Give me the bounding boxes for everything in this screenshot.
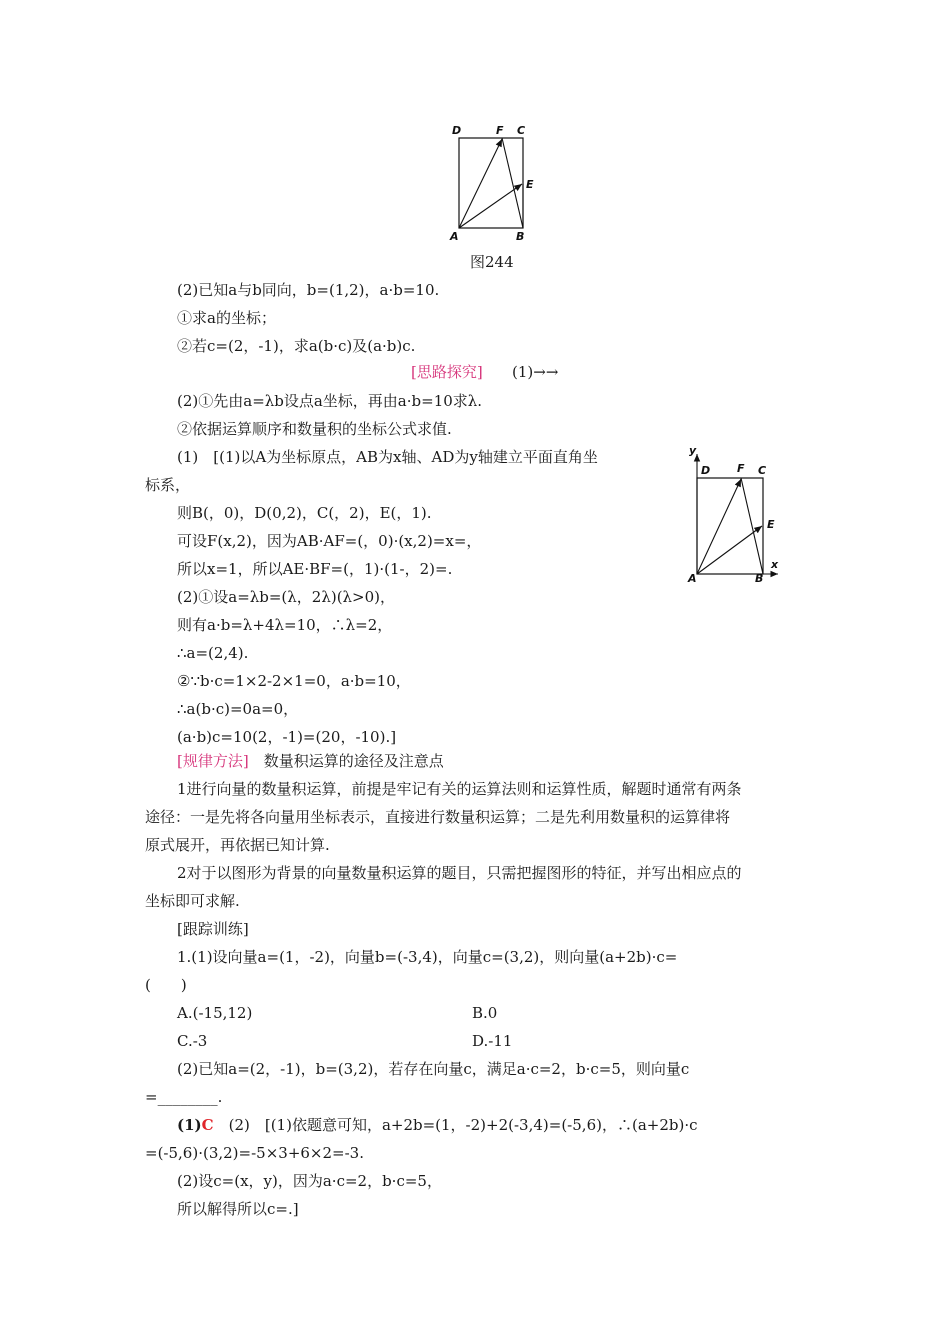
method-p1-line-2: 途径：一是先将各向量用坐标表示，直接进行数量积运算；二是先利用数量积的运算律将 <box>145 808 731 826</box>
analysis-line2: (2)①先由a=λb设点a坐标，再由a·b=10求λ. <box>177 392 483 410</box>
option-a: A.(-15,12) <box>177 1004 253 1022</box>
fig1-label-a: A <box>450 230 459 243</box>
fig1-label-c: C <box>517 124 526 137</box>
method-p1-line-1: 1进行向量的数量积运算，前提是牢记有关的运算法则和运算性质，解题时通常有两条 <box>177 780 742 798</box>
practice-q1-line-2: ( ) <box>145 976 187 994</box>
analysis-tag: [思路探究] <box>411 363 483 381</box>
option-c: C.-3 <box>177 1032 208 1050</box>
fig2-label-e: E <box>767 518 775 531</box>
fig2-label-y: y <box>689 444 697 457</box>
method-tag: [规律方法] <box>177 752 249 770</box>
fig2-label-a: A <box>688 572 697 585</box>
practice-q2-line-2: =________. <box>145 1088 223 1106</box>
analysis-part1: (1)→→ <box>512 363 559 381</box>
fig2-label-d: D <box>701 464 711 477</box>
fig2-label-f: F <box>737 462 745 475</box>
solution-line-8: ∴a=(2,4). <box>177 644 249 662</box>
method-p2-line-2: 坐标即可求解. <box>145 892 240 910</box>
fig1-label-d: D <box>452 124 462 137</box>
answer-choice: C <box>201 1116 214 1134</box>
solution-line-7: 则有a·b=λ+4λ=10，∴λ=2， <box>177 616 393 634</box>
fig2-label-c: C <box>758 464 767 477</box>
problem2-q1: ①求a的坐标； <box>177 309 276 327</box>
practice-tag: [跟踪训练] <box>177 920 249 938</box>
method-heading <box>177 751 444 771</box>
method-p1-line-3: 原式展开，再依据已知计算. <box>145 836 330 854</box>
practice-q2-line-1: (2)已知a=(2，-1)，b=(3,2)，若存在向量c，满足a·c=2，b·c=5，则向量c <box>177 1060 690 1078</box>
solution-line-3: 则B(，0)，D(0,2)，C(，2)，E(，1). <box>177 504 432 522</box>
fig2-label-b: B <box>755 572 764 585</box>
answer-prefix: (1) <box>177 1116 202 1134</box>
solution-line-9: ②∵b·c=1×2-2×1=0，a·b=10， <box>177 672 411 690</box>
solution-line-11: (a·b)c=10(2，-1)=(20，-10).] <box>177 728 397 746</box>
analysis-line3: ②依据运算顺序和数量积的坐标公式求值. <box>177 420 452 438</box>
answer-line-2: =(-5,6)·(3,2)=-5×3+6×2=-3. <box>145 1144 364 1162</box>
answer-rest: (2) [(1)依题意可知，a+2b=(1，-2)+2(-3,4)=(-5,6)，∴(a+2b)·c <box>213 1116 698 1134</box>
fig1-label-b: B <box>516 230 525 243</box>
option-b: B.0 <box>472 1004 498 1022</box>
figure-caption: 图244 <box>470 253 514 271</box>
answer-line-3: (2)设c=(x，y)，因为a·c=2，b·c=5， <box>177 1172 442 1190</box>
fig2-label-x: x <box>771 558 779 571</box>
solution-line-6: (2)①设a=λb=(λ，2λ)(λ>0)， <box>177 588 396 606</box>
problem2-intro: (2)已知a与b同向，b=(1,2)，a·b=10. <box>177 281 440 299</box>
solution-line-4: 可设F(x,2)，因为AB·AF=(，0)·(x,2)=x=， <box>177 532 482 550</box>
coordinate-diagram <box>683 440 788 585</box>
method-title: 数量积运算的途径及注意点 <box>263 752 444 770</box>
solution-line-10: ∴a(b·c)=0a=0， <box>177 700 299 718</box>
method-p2-line-1: 2对于以图形为背景的向量数量积运算的题目，只需把握图形的特征，并写出相应点的 <box>177 864 742 882</box>
fig1-label-f: F <box>496 124 504 137</box>
solution-line-2: 标系， <box>145 476 191 494</box>
figure-244-diagram <box>440 118 550 248</box>
answer-line-1 <box>177 1115 698 1135</box>
solution-line-5: 所以x=1，所以AE·BF=(，1)·(1-，2)=. <box>177 560 453 578</box>
option-d: D.-11 <box>472 1032 513 1050</box>
solution-line-1: (1) [(1)以A为坐标原点，AB为x轴、AD为y轴建立平面直角坐 <box>177 448 598 466</box>
practice-q1-line-1: 1.(1)设向量a=(1，-2)，向量b=(-3,4)，向量c=(3,2)，则向量(a+2b)·c= <box>177 948 678 966</box>
fig1-label-e: E <box>526 178 534 191</box>
answer-line-4: 所以解得所以c=.] <box>177 1200 299 1218</box>
problem2-q2: ②若c=(2，-1)，求a(b·c)及(a·b)c. <box>177 337 416 355</box>
